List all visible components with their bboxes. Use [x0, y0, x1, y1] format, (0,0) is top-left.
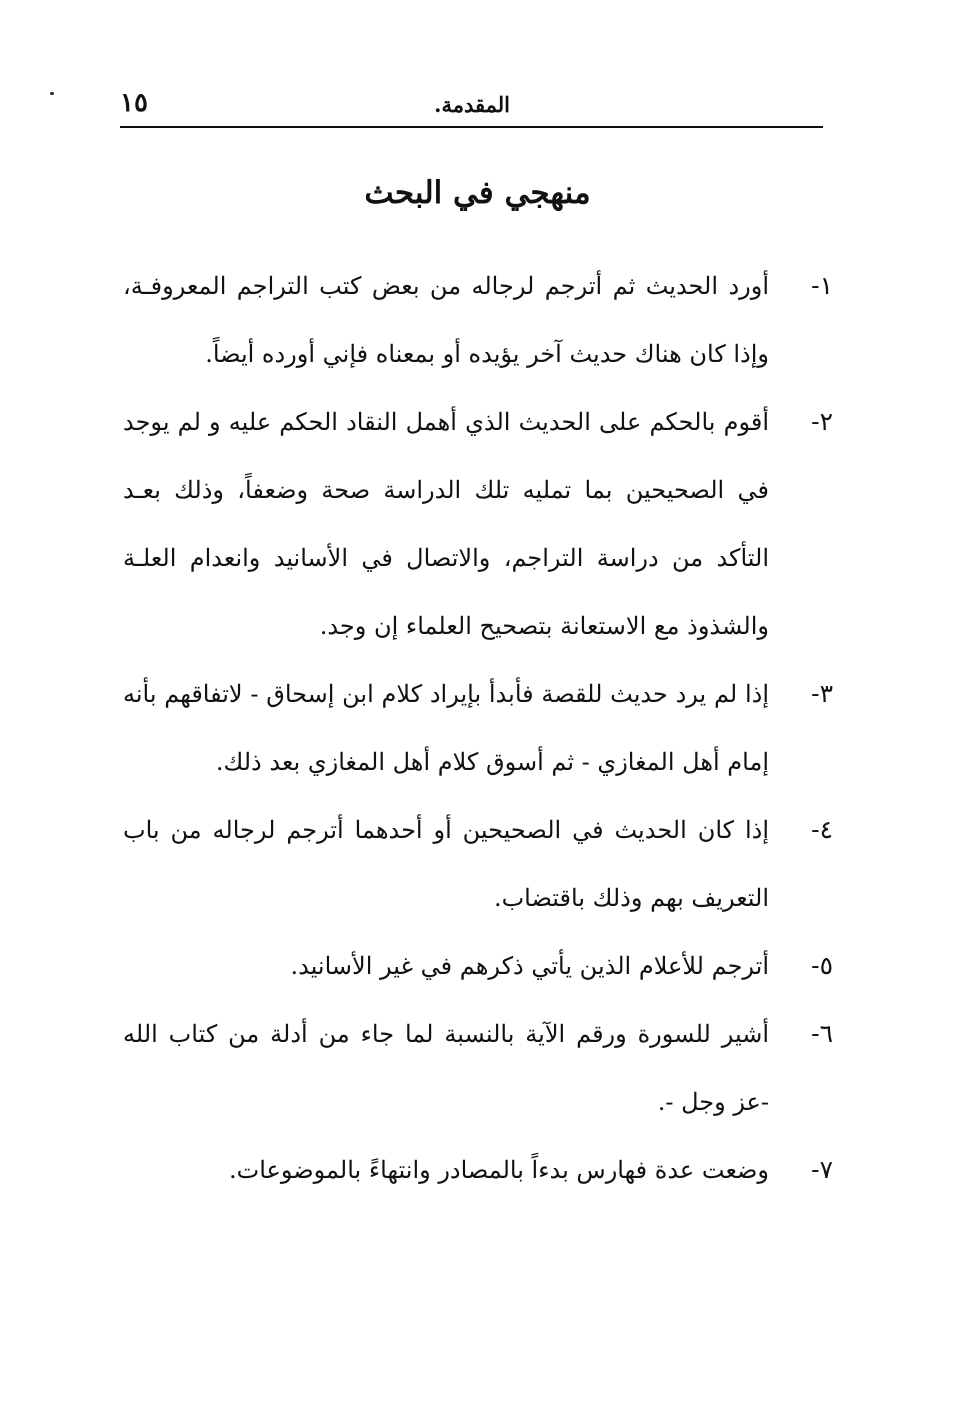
item-text: أورد الحديث ثم أترجم لرجاله من بعض كتب التراجم المعروفـة، وإذا كان هناك حديث آخر يؤيده أو بمعناه فإني أورده أيضاً.: [123, 272, 769, 368]
list-item: [123, 1136, 833, 1204]
list-item: [123, 932, 833, 1000]
page-number: ١٥: [120, 88, 148, 118]
item-text: أترجم للأعلام الذين يأتي ذكرهم في غير الأسانيد.: [290, 952, 769, 980]
item-number: ١-: [811, 271, 833, 300]
item-text: وضعت عدة فهارس بدءاً بالمصادر وانتهاءً بالموضوعات.: [229, 1156, 769, 1184]
section-heading: منهجي في البحث: [364, 175, 591, 211]
list-item: [123, 796, 833, 932]
item-number: ٢-: [811, 407, 833, 436]
item-number: ٤-: [811, 815, 833, 844]
item-text: أقوم بالحكم على الحديث الذي أهمل النقاد الحكم عليه و لم يوجد في الصحيحين بما تمليه تلك الدراسة صحة وضعفاً، وذلك بعـد التأكد من دراسة التراجم، والاتصال في الأسانيد وانعدام العلـة والشذوذ مع الاستعانة بتصحيح العلماء إن وجد.: [123, 408, 769, 640]
list-item: [123, 388, 833, 660]
item-number: ٧-: [811, 1155, 833, 1184]
item-text: أشير للسورة ورقم الآية بالنسبة لما جاء من أدلة من كتاب الله -عز وجل -.: [123, 1020, 769, 1116]
running-head: [120, 88, 823, 128]
list-item: [123, 660, 833, 796]
item-text: إذا لم يرد حديث للقصة فأبدأ بإيراد كلام ابن إسحاق - لاتفاقهم بأنه إمام أهل المغازي - ثم أسوق كلام أهل المغازي بعد ذلك.: [123, 680, 769, 776]
methodology-list: [123, 252, 833, 1204]
stray-mark: [50, 92, 54, 95]
item-number: ٥-: [811, 951, 833, 980]
list-item: [123, 252, 833, 388]
item-number: ٣-: [811, 679, 833, 708]
item-number: ٦-: [811, 1019, 833, 1048]
item-text: إذا كان الحديث في الصحيحين أو أحدهما أترجم لرجاله من باب التعريف بهم وذلك باقتضاب.: [123, 816, 769, 912]
running-title: المقدمة.: [434, 92, 510, 117]
list-item: [123, 1000, 833, 1136]
